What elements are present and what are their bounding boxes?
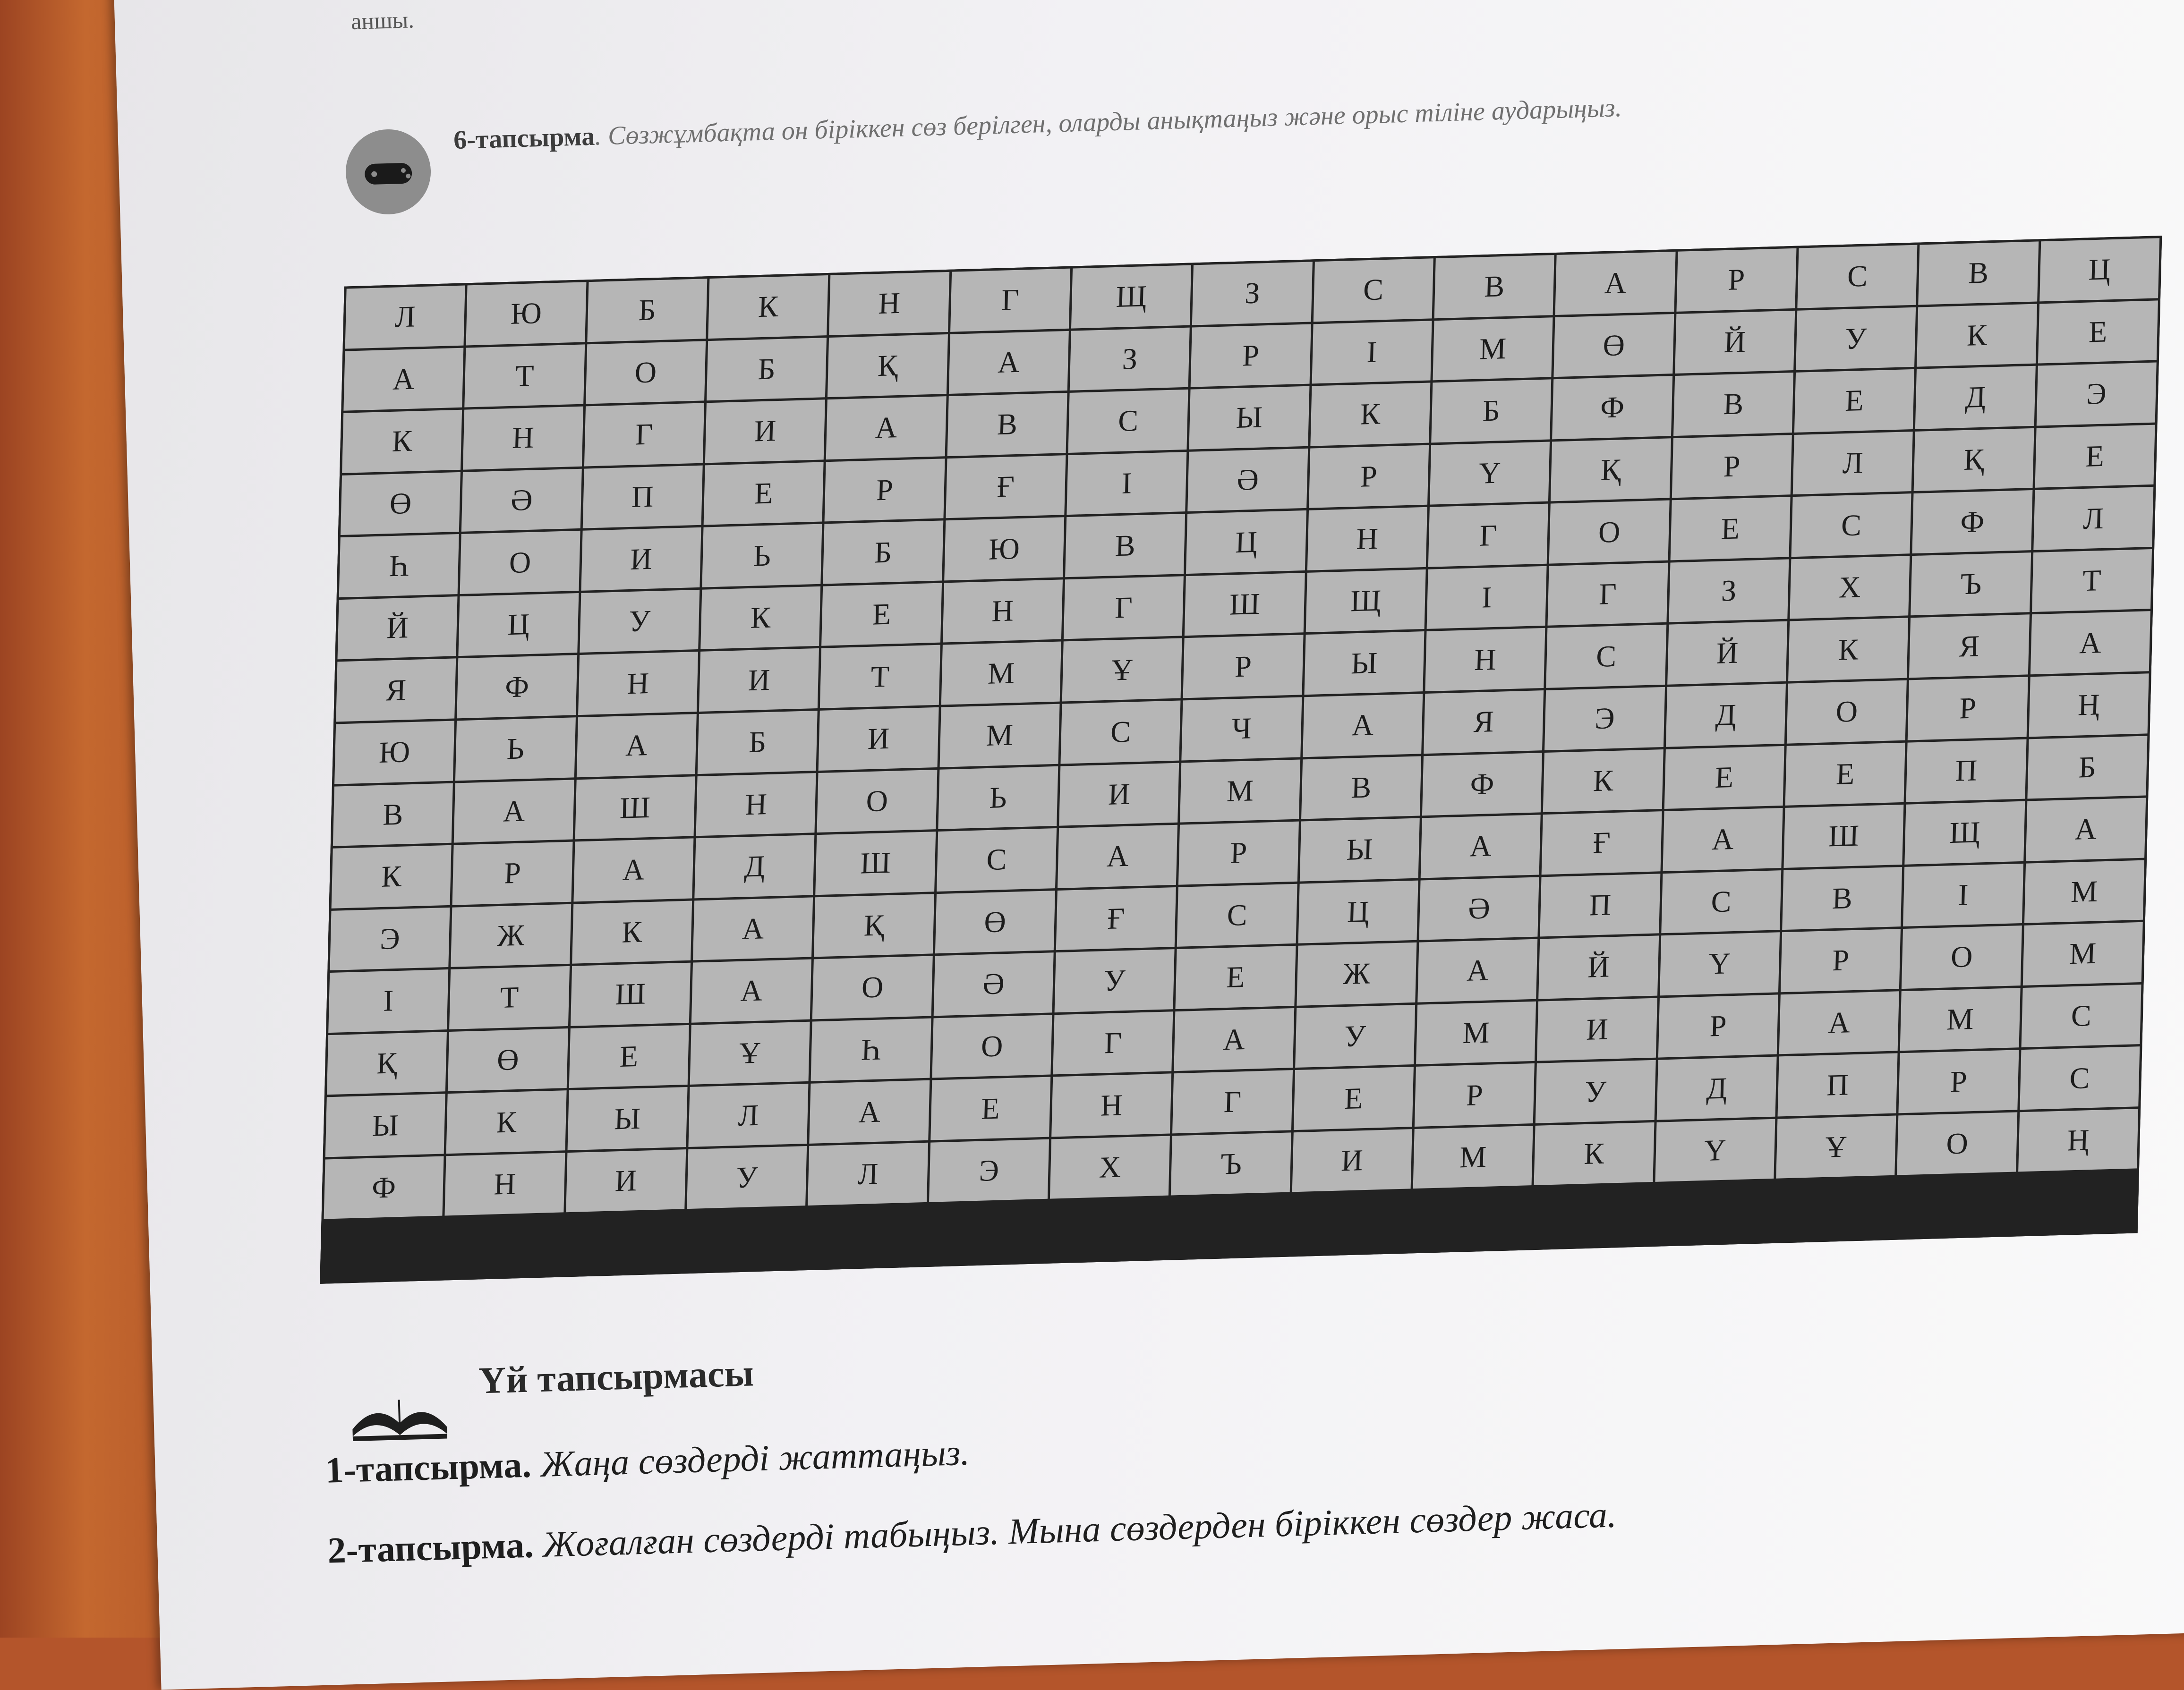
grid-cell: И (1292, 1129, 1412, 1192)
grid-cell: А (810, 1080, 930, 1144)
grid-cell: О (812, 956, 932, 1019)
grid-cell: А (454, 780, 574, 843)
grid-cell: І (1066, 452, 1186, 515)
grid-cell: Ү (1655, 1119, 1775, 1182)
grid-cell: Я (1909, 615, 2029, 678)
grid-cell: О (1787, 680, 1907, 743)
grid-cell: Х (1790, 556, 1910, 619)
grid-cell: А (577, 714, 697, 777)
grid-cell: А (2030, 611, 2150, 674)
grid-cell: Ш (571, 963, 691, 1026)
grid-cell: М (1413, 1126, 1533, 1189)
grid-cell: У (580, 590, 700, 653)
grid-cell: О (586, 341, 706, 404)
grid-cell: Д (694, 835, 814, 898)
grid-cell: Е (2038, 300, 2158, 364)
grid-cell: І (1903, 863, 2023, 926)
task6-label: 6-тапсырма (453, 121, 596, 155)
homework-task1-label: 1-тапсырма. (324, 1444, 532, 1491)
grid-cell: К (700, 586, 820, 650)
grid-cell: Е (1670, 497, 1790, 561)
grid-cell: Н (829, 272, 949, 335)
grid-cell: В (947, 393, 1067, 456)
grid-cell: Ц (459, 593, 579, 656)
grid-cell: Н (943, 579, 1063, 643)
grid-cell: К (1788, 618, 1908, 681)
grid-cell: П (1540, 874, 1660, 937)
grid-cell: М (941, 642, 1061, 705)
grid-cell: Ь (702, 524, 822, 587)
grid-cell: Ә (1188, 448, 1308, 511)
grid-cell: Н (1051, 1074, 1171, 1137)
grid-cell: К (1310, 383, 1430, 446)
grid-cell: Ұ (1062, 638, 1182, 702)
grid-cell: З (1192, 262, 1312, 325)
grid-cell: С (1661, 870, 1781, 934)
grid-cell: Б (587, 279, 707, 342)
grid-cell: А (1779, 991, 1899, 1054)
grid-cell: С (1313, 258, 1433, 322)
grid-cell: Щ (1071, 265, 1191, 329)
grid-cell: З (1070, 327, 1190, 391)
grid-cell: Қ (327, 1032, 447, 1095)
grid-cell: Ш (1185, 573, 1305, 636)
grid-cell: А (1303, 694, 1423, 757)
grid-cell: Һ (811, 1018, 931, 1081)
grid-cell: Т (449, 966, 569, 1029)
grid-cell: С (1791, 493, 1911, 557)
grid-cell: Ф (324, 1156, 444, 1219)
book-icon (341, 1370, 457, 1449)
grid-cell: Ү (1430, 442, 1550, 505)
grid-cell: В (1301, 756, 1421, 819)
grid-cell: В (1673, 373, 1793, 436)
grid-cell: Н (445, 1153, 565, 1216)
grid-cell: В (1782, 867, 1902, 930)
grid-cell: М (2022, 922, 2142, 985)
grid-cell: Р (1415, 1063, 1535, 1127)
grid-cell: Р (1309, 445, 1429, 508)
grid-cell: К (708, 275, 828, 339)
grid-cell: І (328, 969, 448, 1033)
grid-cell: К (1917, 304, 2037, 367)
previous-word-list-end: аншы. (350, 6, 415, 34)
homework-title: Үй тапсырмасы (478, 1352, 754, 1402)
grid-cell: Э (2036, 363, 2156, 426)
grid-cell: П (1778, 1053, 1898, 1117)
grid-cell: Ц (1186, 510, 1306, 574)
grid-cell: Э (330, 907, 450, 970)
grid-cell: В (1065, 514, 1185, 577)
grid-cell: У (1055, 949, 1175, 1012)
grid-cell: О (460, 531, 580, 594)
grid-cell: М (1900, 988, 2020, 1051)
grid-cell: Н (463, 407, 583, 470)
grid-cell: К (1534, 1122, 1654, 1186)
grid-cell: І (1312, 321, 1432, 384)
grid-cell: Щ (1305, 569, 1425, 633)
grid-cell: Й (1667, 621, 1787, 685)
grid-cell: В (1434, 255, 1554, 318)
grid-cell: Ө (935, 891, 1055, 954)
grid-cell: Л (2033, 487, 2153, 550)
grid-cell: О (932, 1015, 1052, 1078)
grid-cell: Б (707, 338, 827, 401)
grid-cell: Ә (461, 468, 581, 532)
grid-cell: Ф (1422, 753, 1542, 816)
grid-cell: Ғ (946, 455, 1066, 518)
grid-cell: Й (337, 596, 457, 660)
worksheet-page (113, 0, 2184, 1690)
grid-cell: Л (808, 1143, 928, 1206)
grid-cell: Қ (828, 334, 947, 398)
grid-cell: У (1796, 307, 1916, 370)
grid-cell: А (2026, 798, 2146, 861)
grid-cell: Ж (451, 904, 571, 967)
grid-cell: Ң (2018, 1109, 2138, 1172)
grid-cell: С (937, 828, 1057, 892)
grid-cell: Ә (1419, 877, 1539, 940)
grid-cell: Ы (1189, 386, 1309, 450)
grid-cell: Ә (933, 952, 1053, 1016)
grid-cell: С (1177, 883, 1297, 947)
grid-cell: И (1537, 998, 1657, 1061)
grid-cell: И (699, 648, 819, 712)
grid-cell: П (582, 465, 702, 528)
homework-task2-text: Жоғалған сөздерді табыңыз. Мына сөздерден біріккен сөздер жаса. (533, 1494, 1617, 1565)
grid-cell: Ы (1304, 631, 1424, 695)
grid-cell: Қ (814, 894, 934, 957)
grid-cell: А (693, 897, 813, 960)
grid-cell: Н (1425, 628, 1545, 691)
grid-cell: Е (1294, 1067, 1414, 1130)
grid-cell: К (332, 845, 452, 909)
grid-cell: Б (1431, 379, 1551, 442)
grid-cell: У (687, 1146, 807, 1209)
grid-cell: Ь (455, 717, 575, 781)
grid-cell: А (691, 960, 811, 1023)
grid-cell: Т (465, 344, 585, 408)
grid-cell: А (1663, 808, 1783, 871)
grid-cell: У (1536, 1060, 1655, 1123)
grid-cell: Е (1176, 946, 1296, 1009)
grid-cell: Ғ (1542, 811, 1662, 875)
grid-cell: И (819, 707, 938, 771)
grid-cell: Е (1794, 369, 1914, 433)
grid-cell: Ъ (1171, 1132, 1291, 1196)
grid-cell: С (1546, 625, 1666, 688)
grid-cell: Ф (457, 655, 577, 719)
grid-cell: Ь (938, 766, 1058, 829)
grid-cell: Й (1539, 936, 1659, 999)
grid-cell: Һ (339, 534, 459, 597)
grid-cell: Е (704, 462, 824, 525)
grid-cell: Л (345, 285, 465, 348)
grid-cell: С (2020, 1046, 2140, 1110)
grid-cell: Р (1183, 635, 1303, 698)
grid-cell: Ы (325, 1094, 445, 1157)
grid-cell: Л (1793, 432, 1913, 495)
task6-heading (453, 71, 1965, 168)
homework-task2 (327, 1493, 1617, 1571)
grid-cell: В (1919, 241, 2039, 305)
grid-cell: М (1416, 1001, 1536, 1064)
grid-cell: Т (2032, 549, 2152, 612)
grid-cell: Ю (944, 517, 1064, 580)
grid-cell: А (1555, 252, 1675, 315)
grid-cell: М (2024, 860, 2144, 923)
grid-cell: С (2021, 985, 2141, 1048)
grid-cell: Х (1050, 1136, 1170, 1199)
grid-cell: Г (1053, 1011, 1173, 1075)
grid-cell: Ъ (1911, 552, 2031, 616)
grid-cell: Д (1656, 1057, 1776, 1120)
grid-cell: К (1543, 749, 1663, 813)
grid-cell: Г (1428, 504, 1548, 567)
grid-cell: Я (336, 659, 456, 722)
grid-cell: С (1060, 700, 1180, 764)
grid-cell: М (939, 704, 1059, 767)
grid-cell: Г (1172, 1070, 1292, 1134)
grid-cell: Е (2035, 425, 2155, 488)
grid-cell: Ө (448, 1028, 568, 1092)
grid-cell: Г (1548, 562, 1668, 626)
grid-cell: А (573, 838, 693, 901)
grid-cell: Ю (334, 721, 454, 784)
grid-cell: М (1433, 317, 1553, 381)
grid-cell: И (705, 399, 825, 463)
grid-cell: Р (1899, 1050, 2019, 1113)
grid-cell: Ц (1298, 880, 1418, 943)
grid-cell: Б (823, 521, 943, 584)
grid-cell: Ж (1297, 943, 1416, 1006)
grid-cell: Щ (1905, 801, 2025, 865)
grid-cell: З (1669, 559, 1789, 622)
grid-cell: О (1897, 1112, 2017, 1175)
grid-cell: Ф (1912, 490, 2032, 553)
grid-cell: К (572, 900, 692, 964)
grid-cell: Д (1666, 684, 1786, 747)
grid-cell: Ш (1783, 805, 1903, 868)
grid-cell: Р (1672, 435, 1792, 498)
grid-cell: Ұ (1776, 1115, 1896, 1179)
grid-cell: А (343, 348, 463, 411)
grid-cell: Й (1675, 310, 1795, 374)
grid-cell: О (1549, 501, 1669, 564)
grid-cell: Г (1064, 576, 1184, 639)
grid-cell: Е (930, 1077, 1050, 1140)
grid-cell: Ө (341, 472, 461, 535)
grid-cell: А (949, 331, 1069, 394)
grid-cell: Н (578, 652, 698, 715)
grid-cell: О (817, 769, 937, 832)
grid-cell: Э (1544, 687, 1664, 750)
grid-cell: Е (821, 583, 941, 646)
grid-cell: Р (1178, 822, 1298, 885)
grid-cell: М (1180, 759, 1300, 823)
grid-cell: Я (1424, 690, 1544, 754)
grid-cell: А (1417, 939, 1537, 1002)
homework-task1-text: Жаңа сөздерді жаттаңыз. (530, 1431, 970, 1485)
grid-cell: Ц (2039, 238, 2159, 301)
grid-cell: Р (1191, 324, 1311, 387)
grid-cell: Б (698, 711, 818, 774)
grid-cell: Қ (1914, 428, 2034, 492)
grid-cell: В (333, 783, 453, 846)
grid-cell: И (1059, 763, 1179, 826)
grid-cell: Е (1664, 746, 1784, 809)
grid-cell: С (1797, 245, 1917, 308)
grid-cell: Л (688, 1084, 808, 1147)
grid-cell: Г (950, 269, 1070, 332)
grid-cell: Ч (1182, 697, 1302, 760)
grid-cell: Н (696, 773, 816, 836)
grid-cell: Р (1908, 677, 2028, 740)
grid-cell: И (566, 1149, 686, 1213)
grid-cell: У (1295, 1005, 1415, 1068)
grid-cell: Ш (816, 832, 936, 895)
grid-cell: Р (452, 842, 572, 905)
grid-cell: Ф (1552, 376, 1672, 439)
grid-cell: А (1058, 825, 1177, 888)
grid-cell: К (446, 1090, 566, 1154)
grid-cell: Ұ (690, 1021, 810, 1085)
grid-cell: Р (825, 459, 945, 522)
gamepad-icon (345, 128, 432, 215)
grid-cell: Ю (466, 282, 586, 345)
grid-cell: Н (1307, 507, 1427, 570)
homework-task2-label: 2-тапсырма. (327, 1524, 534, 1571)
grid-cell: Е (569, 1025, 689, 1088)
task6-instruction: . Сөзжұмбақта он біріккен сөз берілген, оларды анықтаңыз және орыс тіліне аударыңыз. (594, 93, 1622, 151)
grid-cell: Ң (2029, 673, 2149, 737)
grid-cell: А (1421, 815, 1541, 878)
grid-cell: Д (1915, 366, 2035, 429)
grid-cell: Ө (1554, 314, 1674, 377)
grid-cell: Э (929, 1139, 1049, 1203)
grid-cell: Р (1658, 994, 1778, 1058)
grid-cell: Т (820, 645, 940, 708)
grid-cell: Б (2027, 736, 2147, 799)
grid-cell: О (1902, 926, 2022, 989)
grid-cell: П (1906, 739, 2026, 802)
grid-cell: Е (1785, 742, 1905, 806)
grid-cell: Р (1676, 248, 1796, 312)
grid-cell: И (581, 527, 701, 591)
grid-cell: Ы (567, 1087, 687, 1150)
grid-cell: К (342, 410, 462, 473)
word-search-grid (320, 236, 2162, 1284)
grid-cell: Ү (1660, 932, 1780, 995)
grid-cell: Ғ (1056, 887, 1176, 951)
grid-cell: Қ (1551, 438, 1671, 501)
grid-cell: Г (584, 403, 704, 467)
grid-cell: Р (1781, 929, 1901, 992)
grid-cell: Ш (575, 776, 695, 840)
grid-cell: А (826, 396, 946, 459)
grid-cell: І (1427, 566, 1547, 629)
grid-cell: Ы (1299, 818, 1419, 882)
grid-cell: С (1068, 390, 1188, 453)
grid-cell: А (1174, 1008, 1294, 1071)
